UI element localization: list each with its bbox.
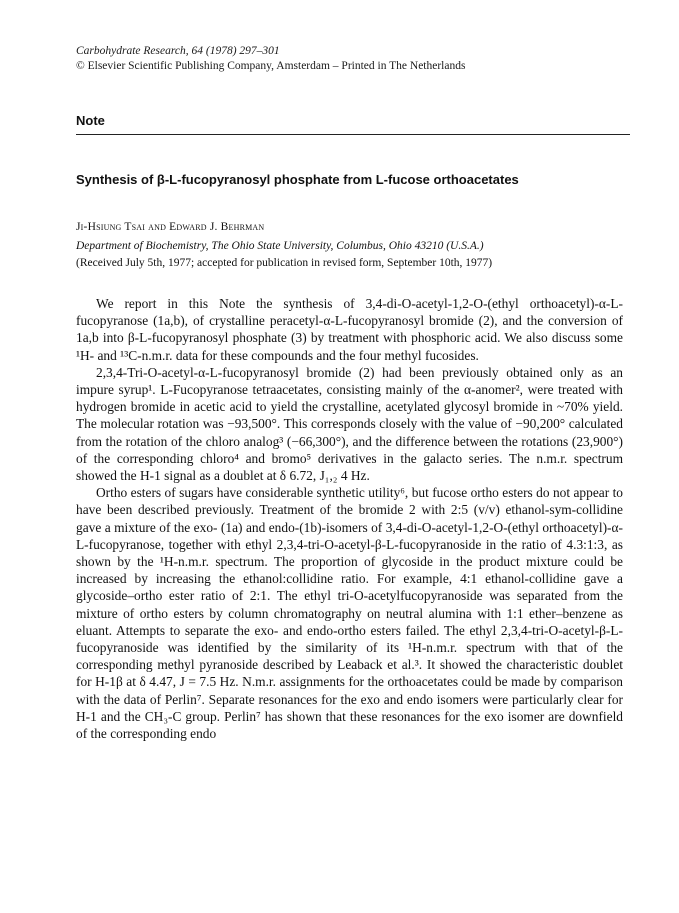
body-paragraph-3: Ortho esters of sugars have considerable synthetic utility⁶, but fucose ortho esters do not appear to have been described previously. Treatment of the bromide 2 with 2:5 (v/v) ethanol-sym-collidine gave a mixture of the exo- (1a) and endo-(1b)-isomers of 3,4-di-O-acetyl-1,2-O-(ethyl orthoacetyl)-α-L-fucopyranose, together with ethyl 2,3,4-tri-O-acetyl-β-L-fucopyranoside in the ratio of 4.3:1:3, as shown by the ¹H-n.m.r. spectrum. The proportion of glycoside in the product mixture could be increased by increasing the ethanol:collidine ratio. For example, 4:1 ethanol-collidine gave a glycoside–ortho ester ratio of 2:1. The ethyl tri-O-acetylfucopyranoside was separated from the mixture of ortho esters by column chromatography on neutral alumina with 1:1 ether–benzene as eluant. Attempts to separate the exo- and endo-ortho esters failed. The ethyl 2,3,4-tri-O-acetyl-β-L-fucopyranoside was identified by the similarity of its ¹H-n.m.r. spectrum with that of the corresponding methyl pyranoside described by Leaback et al.³. It showed the characteristic doublet for H-1β at δ 4.47, J = 7.5 Hz. N.m.r. assignments for the orthoacetates could be made by comparison with the data of Perlin⁷. Separate resonances for the exo and endo isomers were particularly clear for H-1 and the CH₃-C group. Perlin⁷ has shown that these resonances for the exo isomer are downfield of the corresponding endo bbox=[76, 485, 623, 742]
authors: Ji-Hsiung Tsai and Edward J. Behrman bbox=[76, 221, 265, 233]
received-dates: (Received July 5th, 1977; accepted for publication in revised form, September 10th, 1977) bbox=[76, 257, 493, 269]
copyright-line: © Elsevier Scientific Publishing Company, Amsterdam – Printed in The Netherlands bbox=[76, 60, 466, 72]
article-body bbox=[76, 295, 623, 742]
affiliation: Department of Biochemistry, The Ohio State University, Columbus, Ohio 43210 (U.S.A.) bbox=[76, 240, 484, 252]
article-title: Synthesis of β-L-fucopyranosyl phosphate from L-fucose orthoacetates bbox=[76, 172, 519, 187]
body-paragraph-1: We report in this Note the synthesis of 3,4-di-O-acetyl-1,2-O-(ethyl orthoacetyl)-α-L-fucopyranose (1a,b), of crystalline peracetyl-α-L-fucopyranosyl bromide (2), and the conversion of 1a,b into β-L-fucopyranosyl phosphate (3) by treatment with phosphoric acid. We also discuss some ¹H- and ¹³C-n.m.r. data for these compounds and the four methyl fucosides. bbox=[76, 296, 623, 363]
header-divider bbox=[76, 134, 630, 135]
journal-citation: Carbohydrate Research, 64 (1978) 297–301 bbox=[76, 45, 280, 57]
section-label: Note bbox=[76, 113, 105, 128]
journal-header bbox=[76, 44, 636, 74]
body-paragraph-2: 2,3,4-Tri-O-acetyl-α-L-fucopyranosyl bromide (2) had been previously obtained only as an impure syrup¹. L-Fucopyranose tetraacetates, consisting mainly of the α-anomer², were treated with hydrogen bromide in acetic acid to yield the crystalline, acetylated glycosyl bromide in ~70% yield. The molecular rotation was −93,500°. This corresponds closely with the value of −90,200° calculated from the rotation of the chloro analog³ (−66,300°), and the difference between the rotations (23,900°) of the corresponding chloro⁴ and bromo⁵ derivatives in the galacto series. The n.m.r. spectrum showed the H-1 signal as a doublet at δ 6.72, J₁,₂ 4 Hz. bbox=[76, 364, 623, 484]
